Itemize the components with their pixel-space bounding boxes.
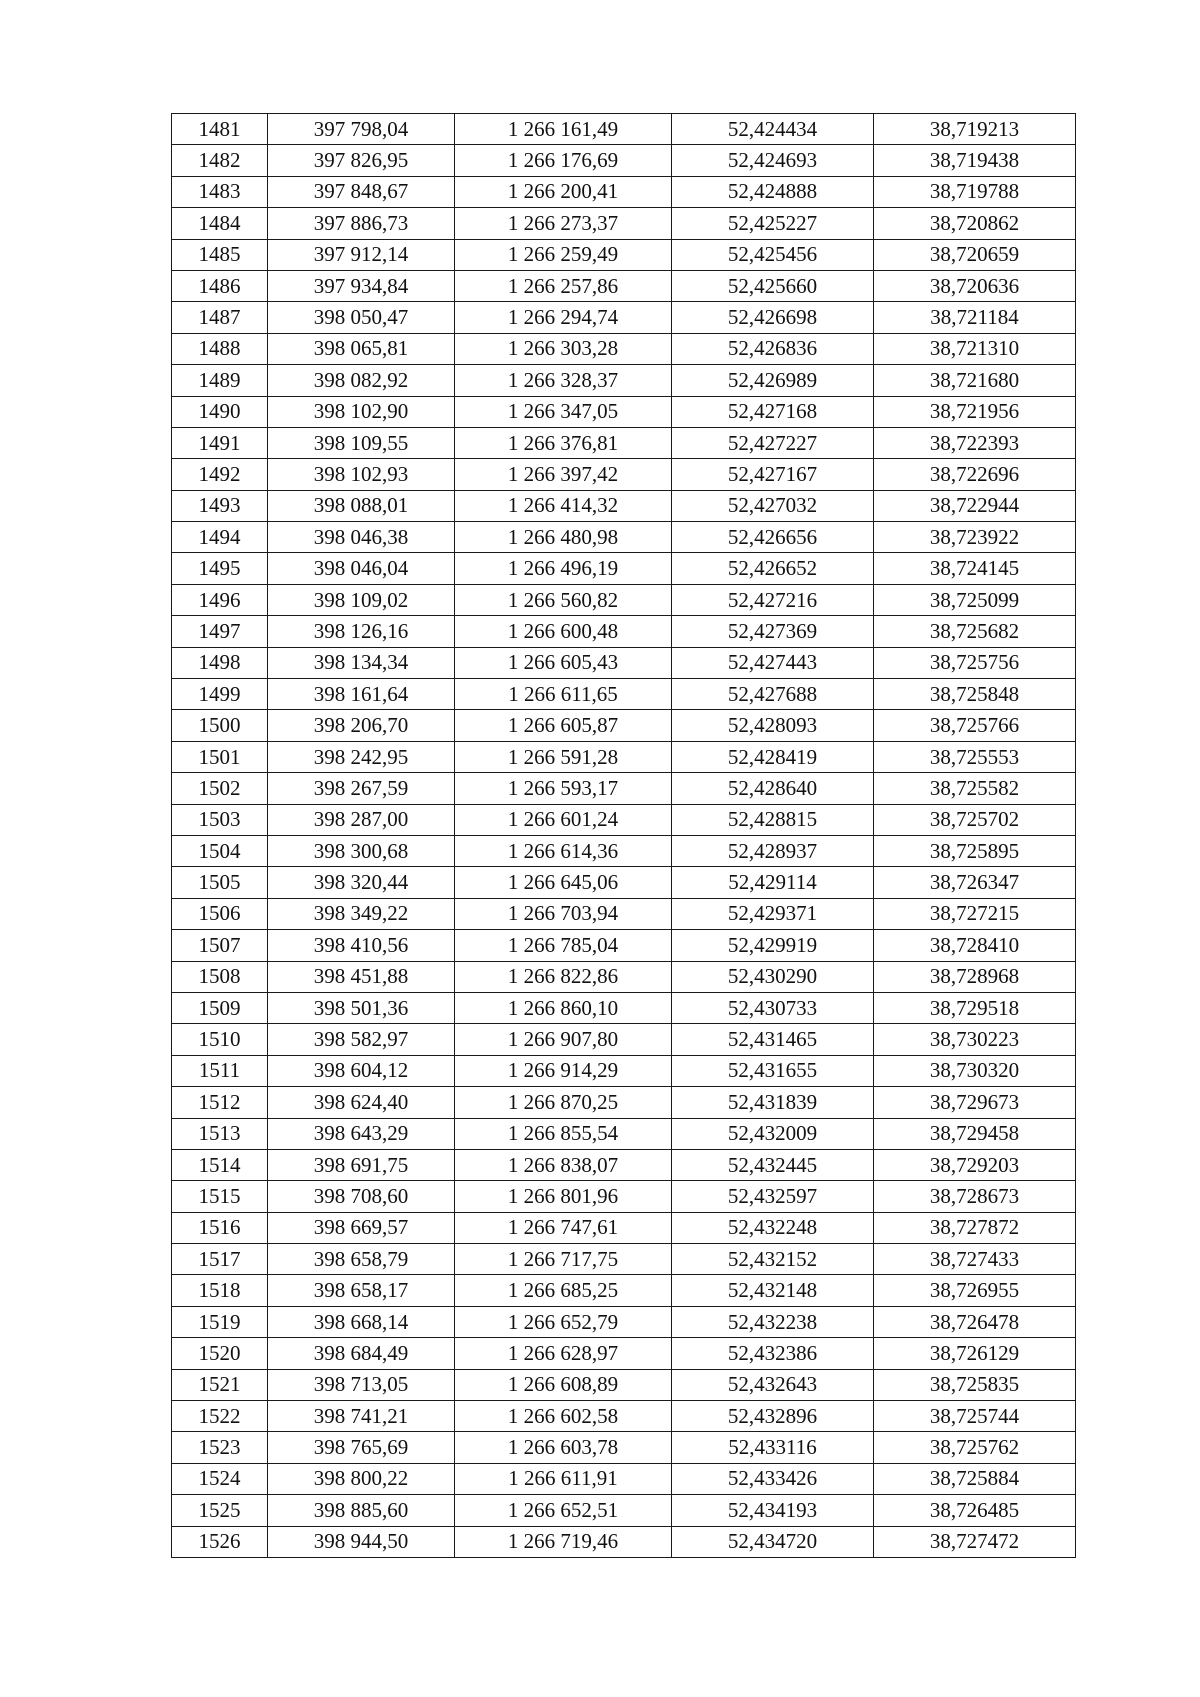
point-number-cell: 1499 (172, 679, 268, 710)
longitude-cell: 38,726478 (874, 1306, 1076, 1337)
longitude-cell: 38,719788 (874, 176, 1076, 207)
y-coordinate-cell: 1 266 614,36 (455, 835, 672, 866)
y-coordinate-cell: 1 266 601,24 (455, 804, 672, 835)
longitude-cell: 38,725553 (874, 741, 1076, 772)
y-coordinate-cell: 1 266 685,25 (455, 1275, 672, 1306)
point-number-cell: 1508 (172, 961, 268, 992)
table-row (172, 1369, 1076, 1400)
coordinates-table (171, 113, 1076, 1558)
point-number-cell: 1493 (172, 490, 268, 521)
x-coordinate-cell: 398 741,21 (268, 1401, 455, 1432)
x-coordinate-cell: 398 713,05 (268, 1369, 455, 1400)
latitude-cell: 52,427688 (672, 679, 874, 710)
x-coordinate-cell: 398 668,14 (268, 1306, 455, 1337)
coordinates-table-body (172, 114, 1076, 1558)
latitude-cell: 52,432009 (672, 1118, 874, 1149)
y-coordinate-cell: 1 266 855,54 (455, 1118, 672, 1149)
x-coordinate-cell: 398 161,64 (268, 679, 455, 710)
point-number-cell: 1521 (172, 1369, 268, 1400)
x-coordinate-cell: 397 848,67 (268, 176, 455, 207)
longitude-cell: 38,725884 (874, 1463, 1076, 1494)
x-coordinate-cell: 398 102,90 (268, 396, 455, 427)
point-number-cell: 1519 (172, 1306, 268, 1337)
latitude-cell: 52,425456 (672, 239, 874, 270)
x-coordinate-cell: 398 944,50 (268, 1526, 455, 1557)
longitude-cell: 38,727215 (874, 898, 1076, 929)
longitude-cell: 38,728968 (874, 961, 1076, 992)
y-coordinate-cell: 1 266 822,86 (455, 961, 672, 992)
table-row (172, 930, 1076, 961)
point-number-cell: 1497 (172, 616, 268, 647)
longitude-cell: 38,720862 (874, 208, 1076, 239)
longitude-cell: 38,730320 (874, 1055, 1076, 1086)
longitude-cell: 38,722696 (874, 459, 1076, 490)
y-coordinate-cell: 1 266 703,94 (455, 898, 672, 929)
table-row (172, 1244, 1076, 1275)
y-coordinate-cell: 1 266 496,19 (455, 553, 672, 584)
longitude-cell: 38,721956 (874, 396, 1076, 427)
point-number-cell: 1501 (172, 741, 268, 772)
longitude-cell: 38,729203 (874, 1149, 1076, 1180)
point-number-cell: 1517 (172, 1244, 268, 1275)
latitude-cell: 52,432386 (672, 1338, 874, 1369)
longitude-cell: 38,725744 (874, 1401, 1076, 1432)
point-number-cell: 1509 (172, 992, 268, 1023)
longitude-cell: 38,729518 (874, 992, 1076, 1023)
latitude-cell: 52,427443 (672, 647, 874, 678)
table-row (172, 867, 1076, 898)
table-row (172, 647, 1076, 678)
table-row (172, 396, 1076, 427)
y-coordinate-cell: 1 266 605,87 (455, 710, 672, 741)
y-coordinate-cell: 1 266 785,04 (455, 930, 672, 961)
y-coordinate-cell: 1 266 397,42 (455, 459, 672, 490)
x-coordinate-cell: 398 410,56 (268, 930, 455, 961)
x-coordinate-cell: 398 046,04 (268, 553, 455, 584)
longitude-cell: 38,721184 (874, 302, 1076, 333)
longitude-cell: 38,725756 (874, 647, 1076, 678)
table-row (172, 176, 1076, 207)
x-coordinate-cell: 398 451,88 (268, 961, 455, 992)
point-number-cell: 1505 (172, 867, 268, 898)
y-coordinate-cell: 1 266 747,61 (455, 1212, 672, 1243)
latitude-cell: 52,432896 (672, 1401, 874, 1432)
latitude-cell: 52,426656 (672, 522, 874, 553)
x-coordinate-cell: 398 300,68 (268, 835, 455, 866)
table-row (172, 145, 1076, 176)
latitude-cell: 52,431839 (672, 1087, 874, 1118)
table-row (172, 114, 1076, 145)
longitude-cell: 38,725895 (874, 835, 1076, 866)
point-number-cell: 1514 (172, 1149, 268, 1180)
longitude-cell: 38,722393 (874, 427, 1076, 458)
point-number-cell: 1500 (172, 710, 268, 741)
point-number-cell: 1484 (172, 208, 268, 239)
longitude-cell: 38,724145 (874, 553, 1076, 584)
latitude-cell: 52,424434 (672, 114, 874, 145)
table-row (172, 1149, 1076, 1180)
table-row (172, 679, 1076, 710)
table-row (172, 584, 1076, 615)
table-row (172, 1275, 1076, 1306)
x-coordinate-cell: 398 109,55 (268, 427, 455, 458)
latitude-cell: 52,426989 (672, 365, 874, 396)
y-coordinate-cell: 1 266 603,78 (455, 1432, 672, 1463)
x-coordinate-cell: 398 349,22 (268, 898, 455, 929)
longitude-cell: 38,722944 (874, 490, 1076, 521)
table-row (172, 365, 1076, 396)
x-coordinate-cell: 398 082,92 (268, 365, 455, 396)
y-coordinate-cell: 1 266 628,97 (455, 1338, 672, 1369)
y-coordinate-cell: 1 266 652,79 (455, 1306, 672, 1337)
latitude-cell: 52,426836 (672, 333, 874, 364)
point-number-cell: 1522 (172, 1401, 268, 1432)
x-coordinate-cell: 398 102,93 (268, 459, 455, 490)
point-number-cell: 1481 (172, 114, 268, 145)
point-number-cell: 1495 (172, 553, 268, 584)
y-coordinate-cell: 1 266 414,32 (455, 490, 672, 521)
table-row (172, 961, 1076, 992)
x-coordinate-cell: 398 501,36 (268, 992, 455, 1023)
latitude-cell: 52,432238 (672, 1306, 874, 1337)
y-coordinate-cell: 1 266 717,75 (455, 1244, 672, 1275)
table-row (172, 616, 1076, 647)
y-coordinate-cell: 1 266 645,06 (455, 867, 672, 898)
latitude-cell: 52,433116 (672, 1432, 874, 1463)
longitude-cell: 38,726955 (874, 1275, 1076, 1306)
latitude-cell: 52,426698 (672, 302, 874, 333)
latitude-cell: 52,428815 (672, 804, 874, 835)
y-coordinate-cell: 1 266 611,65 (455, 679, 672, 710)
table-row (172, 522, 1076, 553)
x-coordinate-cell: 398 206,70 (268, 710, 455, 741)
table-row (172, 1024, 1076, 1055)
table-row (172, 459, 1076, 490)
y-coordinate-cell: 1 266 838,07 (455, 1149, 672, 1180)
table-row (172, 1087, 1076, 1118)
longitude-cell: 38,723922 (874, 522, 1076, 553)
table-row (172, 898, 1076, 929)
x-coordinate-cell: 398 669,57 (268, 1212, 455, 1243)
y-coordinate-cell: 1 266 273,37 (455, 208, 672, 239)
latitude-cell: 52,433426 (672, 1463, 874, 1494)
latitude-cell: 52,431655 (672, 1055, 874, 1086)
x-coordinate-cell: 398 765,69 (268, 1432, 455, 1463)
point-number-cell: 1512 (172, 1087, 268, 1118)
longitude-cell: 38,725766 (874, 710, 1076, 741)
table-row (172, 427, 1076, 458)
x-coordinate-cell: 398 287,00 (268, 804, 455, 835)
x-coordinate-cell: 398 658,79 (268, 1244, 455, 1275)
table-row (172, 302, 1076, 333)
longitude-cell: 38,720636 (874, 270, 1076, 301)
table-row (172, 710, 1076, 741)
point-number-cell: 1489 (172, 365, 268, 396)
latitude-cell: 52,429114 (672, 867, 874, 898)
table-row (172, 1055, 1076, 1086)
point-number-cell: 1496 (172, 584, 268, 615)
table-row (172, 1401, 1076, 1432)
table-row (172, 208, 1076, 239)
point-number-cell: 1490 (172, 396, 268, 427)
x-coordinate-cell: 398 885,60 (268, 1495, 455, 1526)
x-coordinate-cell: 398 604,12 (268, 1055, 455, 1086)
longitude-cell: 38,728410 (874, 930, 1076, 961)
longitude-cell: 38,725099 (874, 584, 1076, 615)
point-number-cell: 1507 (172, 930, 268, 961)
latitude-cell: 52,429919 (672, 930, 874, 961)
table-row (172, 992, 1076, 1023)
latitude-cell: 52,427032 (672, 490, 874, 521)
latitude-cell: 52,428640 (672, 773, 874, 804)
point-number-cell: 1494 (172, 522, 268, 553)
y-coordinate-cell: 1 266 860,10 (455, 992, 672, 1023)
table-row (172, 1306, 1076, 1337)
longitude-cell: 38,726485 (874, 1495, 1076, 1526)
point-number-cell: 1511 (172, 1055, 268, 1086)
y-coordinate-cell: 1 266 605,43 (455, 647, 672, 678)
point-number-cell: 1506 (172, 898, 268, 929)
table-row (172, 835, 1076, 866)
latitude-cell: 52,432597 (672, 1181, 874, 1212)
point-number-cell: 1515 (172, 1181, 268, 1212)
point-number-cell: 1498 (172, 647, 268, 678)
longitude-cell: 38,725702 (874, 804, 1076, 835)
point-number-cell: 1492 (172, 459, 268, 490)
table-row (172, 1338, 1076, 1369)
x-coordinate-cell: 398 109,02 (268, 584, 455, 615)
latitude-cell: 52,427167 (672, 459, 874, 490)
x-coordinate-cell: 398 708,60 (268, 1181, 455, 1212)
longitude-cell: 38,721680 (874, 365, 1076, 396)
y-coordinate-cell: 1 266 259,49 (455, 239, 672, 270)
point-number-cell: 1510 (172, 1024, 268, 1055)
point-number-cell: 1502 (172, 773, 268, 804)
x-coordinate-cell: 398 658,17 (268, 1275, 455, 1306)
point-number-cell: 1488 (172, 333, 268, 364)
latitude-cell: 52,429371 (672, 898, 874, 929)
y-coordinate-cell: 1 266 161,49 (455, 114, 672, 145)
x-coordinate-cell: 398 088,01 (268, 490, 455, 521)
x-coordinate-cell: 397 886,73 (268, 208, 455, 239)
point-number-cell: 1503 (172, 804, 268, 835)
longitude-cell: 38,725848 (874, 679, 1076, 710)
latitude-cell: 52,424693 (672, 145, 874, 176)
longitude-cell: 38,729458 (874, 1118, 1076, 1149)
point-number-cell: 1513 (172, 1118, 268, 1149)
point-number-cell: 1523 (172, 1432, 268, 1463)
x-coordinate-cell: 398 050,47 (268, 302, 455, 333)
point-number-cell: 1483 (172, 176, 268, 207)
x-coordinate-cell: 398 065,81 (268, 333, 455, 364)
y-coordinate-cell: 1 266 602,58 (455, 1401, 672, 1432)
x-coordinate-cell: 398 684,49 (268, 1338, 455, 1369)
x-coordinate-cell: 398 320,44 (268, 867, 455, 898)
y-coordinate-cell: 1 266 560,82 (455, 584, 672, 615)
longitude-cell: 38,721310 (874, 333, 1076, 364)
longitude-cell: 38,730223 (874, 1024, 1076, 1055)
longitude-cell: 38,727472 (874, 1526, 1076, 1557)
latitude-cell: 52,432152 (672, 1244, 874, 1275)
x-coordinate-cell: 397 826,95 (268, 145, 455, 176)
x-coordinate-cell: 398 267,59 (268, 773, 455, 804)
y-coordinate-cell: 1 266 294,74 (455, 302, 672, 333)
x-coordinate-cell: 398 643,29 (268, 1118, 455, 1149)
point-number-cell: 1504 (172, 835, 268, 866)
y-coordinate-cell: 1 266 257,86 (455, 270, 672, 301)
table-row (172, 1495, 1076, 1526)
latitude-cell: 52,428937 (672, 835, 874, 866)
longitude-cell: 38,719438 (874, 145, 1076, 176)
point-number-cell: 1516 (172, 1212, 268, 1243)
x-coordinate-cell: 398 691,75 (268, 1149, 455, 1180)
y-coordinate-cell: 1 266 200,41 (455, 176, 672, 207)
y-coordinate-cell: 1 266 303,28 (455, 333, 672, 364)
latitude-cell: 52,431465 (672, 1024, 874, 1055)
latitude-cell: 52,430733 (672, 992, 874, 1023)
latitude-cell: 52,432643 (672, 1369, 874, 1400)
table-row (172, 239, 1076, 270)
table-row (172, 333, 1076, 364)
table-row (172, 1526, 1076, 1557)
y-coordinate-cell: 1 266 801,96 (455, 1181, 672, 1212)
longitude-cell: 38,729673 (874, 1087, 1076, 1118)
table-row (172, 741, 1076, 772)
y-coordinate-cell: 1 266 593,17 (455, 773, 672, 804)
latitude-cell: 52,427227 (672, 427, 874, 458)
latitude-cell: 52,434720 (672, 1526, 874, 1557)
point-number-cell: 1520 (172, 1338, 268, 1369)
longitude-cell: 38,725762 (874, 1432, 1076, 1463)
latitude-cell: 52,426652 (672, 553, 874, 584)
y-coordinate-cell: 1 266 719,46 (455, 1526, 672, 1557)
point-number-cell: 1525 (172, 1495, 268, 1526)
y-coordinate-cell: 1 266 600,48 (455, 616, 672, 647)
y-coordinate-cell: 1 266 652,51 (455, 1495, 672, 1526)
table-row (172, 1432, 1076, 1463)
y-coordinate-cell: 1 266 347,05 (455, 396, 672, 427)
latitude-cell: 52,432445 (672, 1149, 874, 1180)
latitude-cell: 52,432248 (672, 1212, 874, 1243)
table-row (172, 773, 1076, 804)
point-number-cell: 1487 (172, 302, 268, 333)
x-coordinate-cell: 397 912,14 (268, 239, 455, 270)
latitude-cell: 52,430290 (672, 961, 874, 992)
latitude-cell: 52,425660 (672, 270, 874, 301)
y-coordinate-cell: 1 266 591,28 (455, 741, 672, 772)
latitude-cell: 52,427168 (672, 396, 874, 427)
x-coordinate-cell: 398 242,95 (268, 741, 455, 772)
longitude-cell: 38,727433 (874, 1244, 1076, 1275)
y-coordinate-cell: 1 266 914,29 (455, 1055, 672, 1086)
y-coordinate-cell: 1 266 608,89 (455, 1369, 672, 1400)
x-coordinate-cell: 398 046,38 (268, 522, 455, 553)
x-coordinate-cell: 398 624,40 (268, 1087, 455, 1118)
longitude-cell: 38,725682 (874, 616, 1076, 647)
latitude-cell: 52,425227 (672, 208, 874, 239)
table-row (172, 1212, 1076, 1243)
latitude-cell: 52,432148 (672, 1275, 874, 1306)
longitude-cell: 38,728673 (874, 1181, 1076, 1212)
y-coordinate-cell: 1 266 480,98 (455, 522, 672, 553)
x-coordinate-cell: 397 934,84 (268, 270, 455, 301)
latitude-cell: 52,428093 (672, 710, 874, 741)
point-number-cell: 1485 (172, 239, 268, 270)
latitude-cell: 52,427216 (672, 584, 874, 615)
y-coordinate-cell: 1 266 328,37 (455, 365, 672, 396)
table-row (172, 270, 1076, 301)
longitude-cell: 38,726129 (874, 1338, 1076, 1369)
y-coordinate-cell: 1 266 376,81 (455, 427, 672, 458)
x-coordinate-cell: 397 798,04 (268, 114, 455, 145)
y-coordinate-cell: 1 266 907,80 (455, 1024, 672, 1055)
point-number-cell: 1482 (172, 145, 268, 176)
point-number-cell: 1518 (172, 1275, 268, 1306)
latitude-cell: 52,428419 (672, 741, 874, 772)
point-number-cell: 1486 (172, 270, 268, 301)
longitude-cell: 38,726347 (874, 867, 1076, 898)
x-coordinate-cell: 398 582,97 (268, 1024, 455, 1055)
x-coordinate-cell: 398 800,22 (268, 1463, 455, 1494)
point-number-cell: 1491 (172, 427, 268, 458)
latitude-cell: 52,427369 (672, 616, 874, 647)
point-number-cell: 1524 (172, 1463, 268, 1494)
table-row (172, 553, 1076, 584)
x-coordinate-cell: 398 134,34 (268, 647, 455, 678)
table-row (172, 1181, 1076, 1212)
table-row (172, 490, 1076, 521)
table-row (172, 1463, 1076, 1494)
longitude-cell: 38,719213 (874, 114, 1076, 145)
y-coordinate-cell: 1 266 611,91 (455, 1463, 672, 1494)
latitude-cell: 52,424888 (672, 176, 874, 207)
x-coordinate-cell: 398 126,16 (268, 616, 455, 647)
y-coordinate-cell: 1 266 870,25 (455, 1087, 672, 1118)
y-coordinate-cell: 1 266 176,69 (455, 145, 672, 176)
point-number-cell: 1526 (172, 1526, 268, 1557)
longitude-cell: 38,725835 (874, 1369, 1076, 1400)
table-row (172, 1118, 1076, 1149)
table-row (172, 804, 1076, 835)
longitude-cell: 38,725582 (874, 773, 1076, 804)
longitude-cell: 38,720659 (874, 239, 1076, 270)
latitude-cell: 52,434193 (672, 1495, 874, 1526)
longitude-cell: 38,727872 (874, 1212, 1076, 1243)
